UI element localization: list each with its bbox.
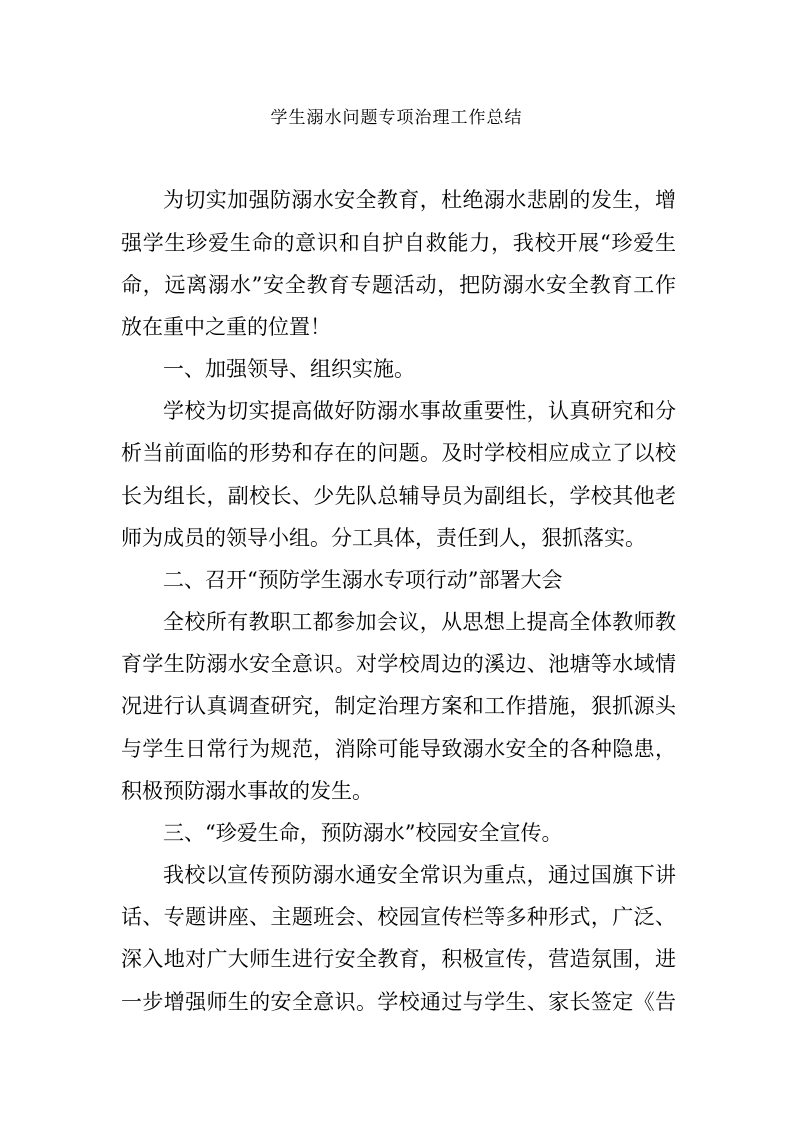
paragraph-1-line-2: 强学生珍爱生命的意识和自护自救能力，我校开展“珍爱生	[121, 231, 676, 255]
paragraph-3-line-1: 全校所有教职工都参加会议，从思想上提高全体教师教	[163, 610, 676, 634]
document-title: 学生溺水问题专项治理工作总结	[270, 108, 523, 128]
paragraph-2-line-4: 师为成员的领导小组。分工具体，责任到人，狠抓落实。	[121, 526, 646, 550]
paragraph-3-line-4: 与学生日常行为规范，消除可能导致溺水安全的各种隐患，	[121, 737, 676, 761]
paragraph-3-line-2: 育学生防溺水安全意识。对学校周边的溪边、池塘等水域情	[121, 652, 676, 676]
paragraph-2-line-3: 长为组长，副校长、少先队总辅导员为副组长，学校其他老	[121, 484, 676, 508]
section-heading-2: 二、召开“预防学生溺水专项行动”部署大会	[163, 568, 563, 592]
paragraph-1-line-4: 放在重中之重的位置！	[121, 315, 331, 339]
section-heading-3: 三、“珍爱生命，预防溺水”校园安全宣传。	[163, 821, 563, 845]
paragraph-4-line-2: 话、专题讲座、主题班会、校园宣传栏等多种形式，广泛、	[121, 905, 676, 929]
paragraph-4-line-3: 深入地对广大师生进行安全教育，积极宣传，营造氛围，进	[121, 947, 676, 971]
paragraph-3-line-3: 况进行认真调查研究，制定治理方案和工作措施，狠抓源头	[121, 694, 676, 718]
paragraph-3-line-5: 积极预防溺水事故的发生。	[121, 779, 373, 803]
paragraph-4-line-1: 我校以宣传预防溺水通安全常识为重点，通过国旗下讲	[163, 863, 676, 887]
section-heading-1: 一、加强领导、组织实施。	[163, 357, 415, 381]
paragraph-2-line-1: 学校为切实提高做好防溺水事故重要性，认真研究和分	[163, 399, 676, 423]
paragraph-4-line-4: 一步增强师生的安全意识。学校通过与学生、家长签定《告	[121, 990, 676, 1014]
paragraph-1-line-3: 命，远离溺水”安全教育专题活动，把防溺水安全教育工作	[121, 273, 676, 297]
paragraph-2-line-2: 析当前面临的形势和存在的问题。及时学校相应成立了以校	[121, 441, 676, 465]
paragraph-1-line-1: 为切实加强防溺水安全教育，杜绝溺水悲剧的发生，增	[163, 188, 676, 212]
